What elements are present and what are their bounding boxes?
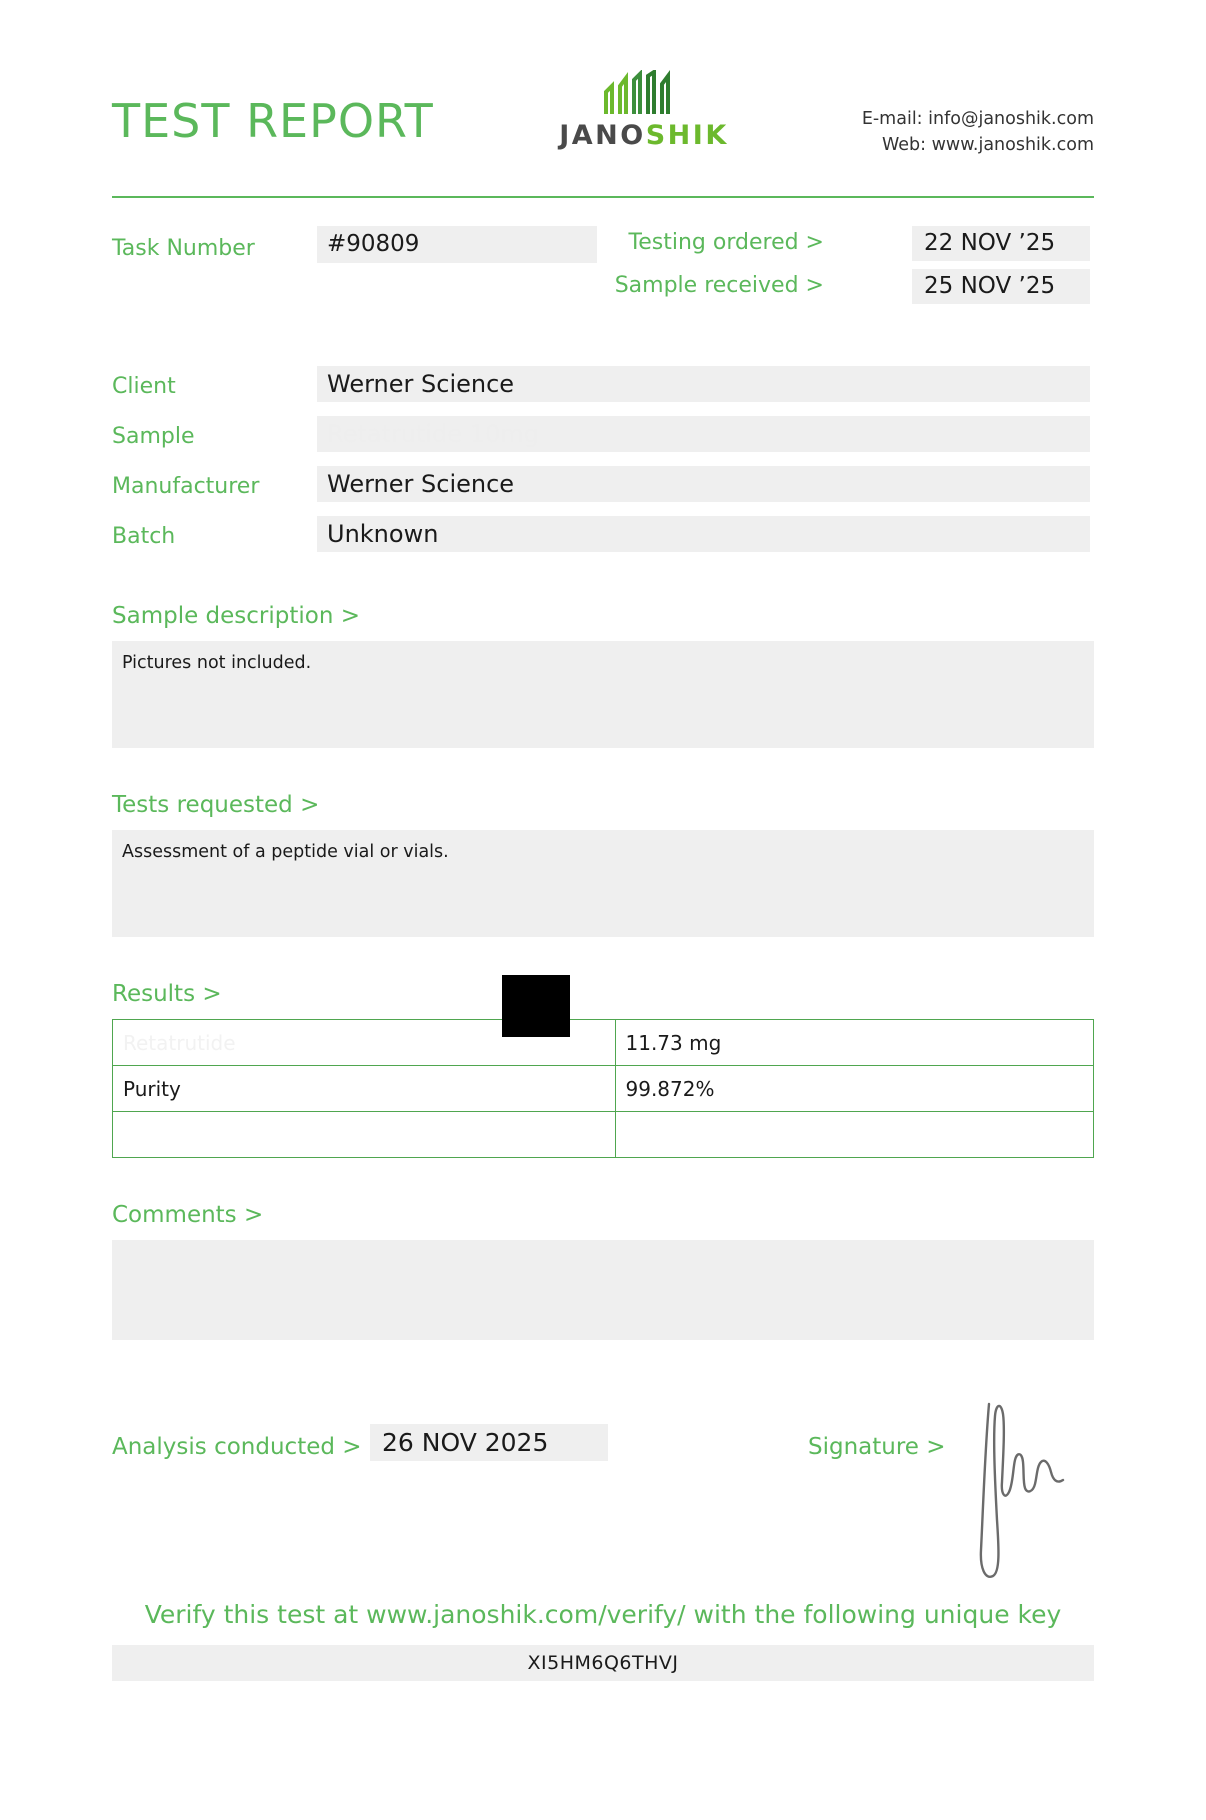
redaction-block xyxy=(502,975,570,1037)
info-row-sample xyxy=(112,416,1094,459)
info-row-batch xyxy=(112,516,1094,559)
verify-text: Verify this test at www.janoshik.com/verify/ with the following unique key xyxy=(144,1600,1062,1629)
sample-label: Sample xyxy=(112,424,195,449)
result-value-1: 99.872% xyxy=(615,1066,1094,1112)
sample-description-box: Pictures not included. xyxy=(112,641,1094,748)
comments-heading: Comments > xyxy=(112,1202,264,1228)
report-content xyxy=(112,0,1094,1681)
sample-value: Retatrutide 10mg xyxy=(317,416,1090,452)
batch-value: Unknown xyxy=(317,516,1090,552)
table-row xyxy=(113,1112,1094,1158)
result-name-1: Purity xyxy=(113,1066,616,1112)
analysis-conducted-label: Analysis conducted > xyxy=(112,1434,362,1460)
janoshik-logo xyxy=(524,70,764,151)
results-table xyxy=(112,1019,1094,1158)
logo-text-green: SHIK xyxy=(645,120,729,151)
sample-description-heading: Sample description > xyxy=(112,603,361,629)
sample-received-value: 25 NOV ’25 xyxy=(912,269,1090,304)
results-heading: Results > xyxy=(112,981,222,1007)
comments-box xyxy=(112,1240,1094,1340)
analysis-section xyxy=(112,1420,1094,1580)
task-section xyxy=(112,226,1094,304)
verify-key: XI5HM6Q6THVJ xyxy=(112,1645,1094,1681)
client-label: Client xyxy=(112,374,176,399)
header-divider xyxy=(112,196,1094,198)
table-row xyxy=(113,1066,1094,1112)
task-number-value: #90809 xyxy=(317,226,597,263)
results-section xyxy=(112,1019,1094,1158)
result-value-0: 11.73 mg xyxy=(615,1020,1094,1066)
task-number-label: Task Number xyxy=(112,236,255,261)
analysis-conducted-value: 26 NOV 2025 xyxy=(370,1424,608,1461)
client-value: Werner Science xyxy=(317,366,1090,402)
tests-requested-heading: Tests requested > xyxy=(112,792,320,818)
result-name-0: Retatrutide xyxy=(113,1020,616,1066)
info-row-client xyxy=(112,366,1094,409)
signature-label: Signature > xyxy=(808,1434,946,1460)
table-row xyxy=(113,1020,1094,1066)
batch-label: Batch xyxy=(112,524,176,549)
tests-requested-box: Assessment of a peptide vial or vials. xyxy=(112,830,1094,937)
result-value-2 xyxy=(615,1112,1094,1158)
sample-received-label: Sample received > xyxy=(614,273,824,298)
page-title: TEST REPORT xyxy=(112,94,434,148)
testing-ordered-value: 22 NOV ’25 xyxy=(912,226,1090,261)
contact-web: Web: www.janoshik.com xyxy=(881,135,1094,156)
report-header xyxy=(112,70,1094,190)
contact-email: E-mail: info@janoshik.com xyxy=(861,109,1094,129)
testing-ordered-label: Testing ordered > xyxy=(628,230,824,255)
sample-info-block xyxy=(112,366,1094,559)
signature-icon xyxy=(967,1390,1107,1590)
manufacturer-label: Manufacturer xyxy=(112,474,260,499)
logo-mark-icon xyxy=(524,70,764,116)
result-name-2 xyxy=(113,1112,616,1158)
logo-wordmark xyxy=(524,120,764,151)
contact-info xyxy=(862,106,1094,159)
manufacturer-value: Werner Science xyxy=(317,466,1090,502)
info-row-manufacturer xyxy=(112,466,1094,509)
logo-text-dark: JANO xyxy=(559,120,646,151)
